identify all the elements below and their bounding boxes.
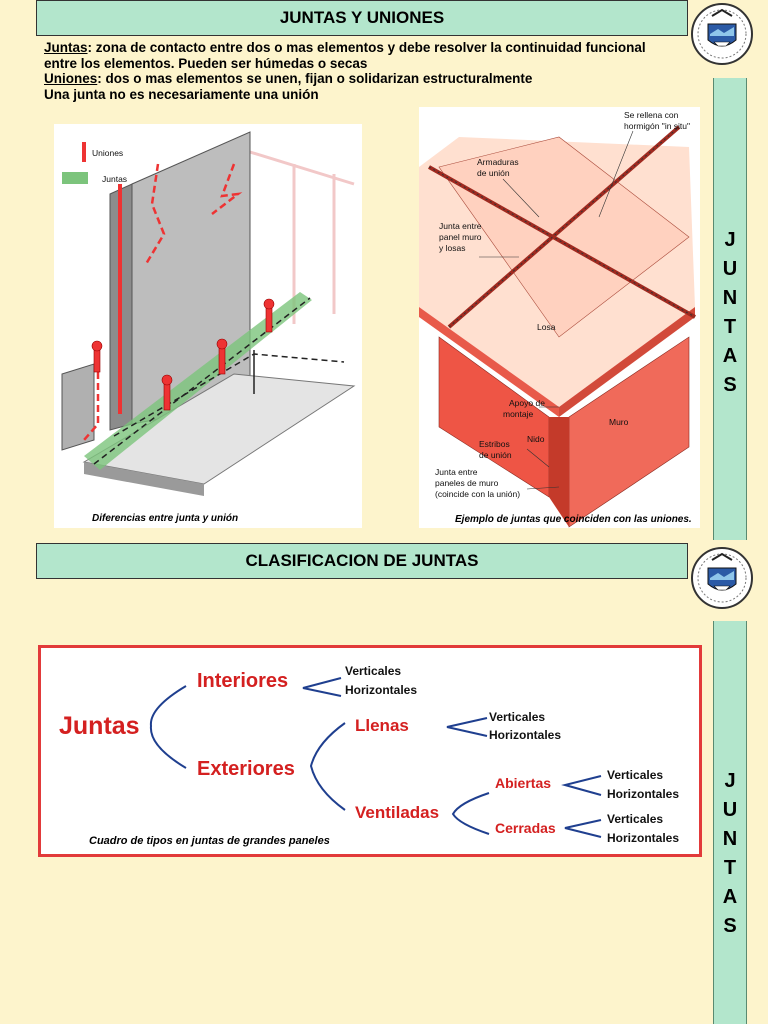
legend-uniones: Uniones — [92, 148, 124, 158]
side-tab-letter: T — [723, 316, 737, 338]
university-seal-logo — [690, 2, 754, 66]
classification-caption: Cuadro de tipos en juntas de grandes paneles — [89, 835, 330, 847]
legend-juntas: Juntas — [102, 174, 128, 184]
definition-juntas: : zona de contacto entre dos o mas elementos y debe resolver la continuidad funcional — [87, 40, 646, 55]
label-estribos: Estribos — [479, 439, 510, 449]
section-title-text: JUNTAS Y UNIONES — [279, 8, 445, 27]
llenas-horizontales: Horizontales — [489, 728, 562, 742]
abiertas-verticales: Verticales — [607, 768, 664, 782]
label-montaje: montaje — [503, 409, 534, 419]
side-tab-letter: S — [723, 374, 737, 396]
label-junta-muro: Junta entre — [435, 467, 478, 477]
abiertas-horizontales: Horizontales — [607, 787, 680, 801]
side-tab-letter: N — [722, 828, 738, 850]
label-nido: Nido — [527, 434, 545, 444]
class-exteriores: Exteriores — [197, 758, 295, 780]
side-tab-letter: U — [722, 258, 738, 280]
classification-diagram — [38, 645, 702, 857]
figure-left-caption: Diferencias entre junta y unión — [92, 513, 239, 524]
class-root-juntas: Juntas — [59, 712, 140, 740]
figure-junta-vs-union-drawing — [54, 124, 362, 528]
class-interiores: Interiores — [197, 670, 289, 692]
label-panel-muro: panel muro — [439, 232, 482, 242]
llenas-verticales: Verticales — [489, 710, 546, 724]
side-tab-juntas-1 — [713, 78, 747, 540]
classification-brackets — [41, 648, 699, 854]
figure-right-caption: Ejemplo de juntas que coinciden con las uniones. — [455, 514, 692, 525]
section-title-text: CLASIFICACION DE JUNTAS — [245, 551, 479, 570]
figure-juntas-coinciden — [419, 107, 700, 528]
definition-uniones: : dos o mas elementos se unen, fijan o solidarizan estructuralmente — [97, 71, 533, 86]
cerradas-verticales: Verticales — [607, 812, 664, 826]
term-juntas: Juntas — [44, 40, 88, 55]
side-tab-letter: S — [723, 915, 737, 937]
definition-juntas-cont: entre los elementos. Pueden ser húmedas o secas — [44, 55, 368, 71]
class-cerradas: Cerradas — [495, 820, 556, 836]
interiores-horizontales: Horizontales — [345, 683, 418, 697]
side-tab-letter: A — [722, 345, 738, 367]
label-se-rellena: Se rellena con — [624, 110, 679, 120]
label-de-union: de unión — [477, 168, 510, 178]
label-apoyo: Apoyo de — [509, 398, 545, 408]
side-tab-letter: A — [722, 886, 738, 908]
side-tab-letter: U — [722, 799, 738, 821]
figure-juntas-coinciden-drawing — [419, 107, 700, 528]
label-coincide-union: (coincide con la unión) — [435, 489, 521, 499]
section-title-juntas-uniones — [36, 0, 688, 36]
intro-definitions — [44, 40, 684, 102]
note-junta-union: Una junta no es necesariamente una unión — [44, 86, 319, 102]
class-abiertas: Abiertas — [495, 775, 552, 791]
interiores-verticales: Verticales — [345, 664, 402, 678]
side-tab-letter: J — [724, 770, 736, 792]
label-muro: Muro — [609, 417, 629, 427]
side-tab-juntas-2 — [713, 621, 747, 1024]
label-junta-entre: Junta entre — [439, 221, 482, 231]
side-tab-letter: T — [723, 857, 737, 879]
class-ventiladas: Ventiladas — [355, 803, 440, 822]
cerradas-horizontales: Horizontales — [607, 831, 680, 845]
section-title-clasificacion — [36, 543, 688, 579]
university-seal-logo — [690, 546, 754, 610]
label-paneles-muro: paneles de muro — [435, 478, 499, 488]
label-y-losas: y losas — [439, 243, 466, 253]
figure-junta-vs-union — [54, 124, 362, 528]
side-tab-letter: N — [722, 287, 738, 309]
side-tab-letter: J — [724, 229, 736, 251]
term-uniones: Uniones — [44, 71, 98, 86]
label-armaduras: Armaduras — [477, 157, 519, 167]
label-estribos-union: de unión — [479, 450, 512, 460]
label-losa: Losa — [537, 322, 556, 332]
label-hormigon-in-situ: hormigón "in situ" — [624, 121, 691, 131]
class-llenas: Llenas — [355, 716, 409, 735]
